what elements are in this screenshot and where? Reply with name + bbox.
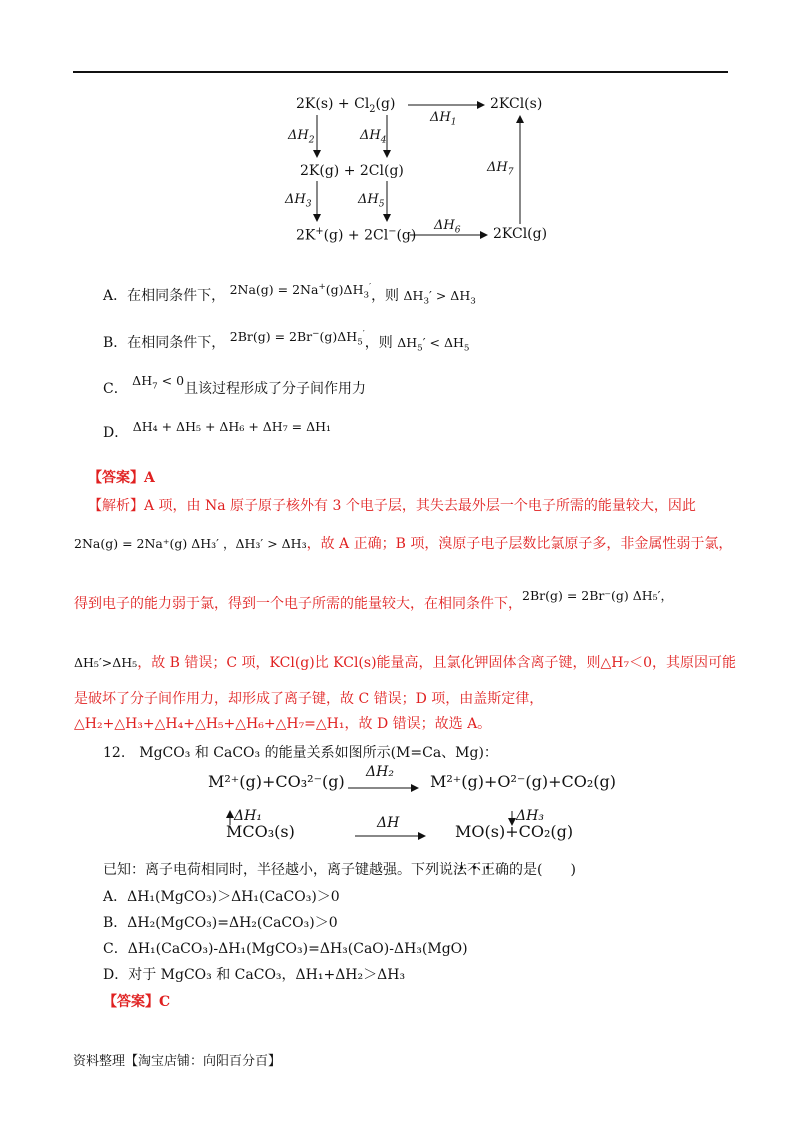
q12-bottom-left: MCO₃(s) xyxy=(226,822,295,841)
option-d: D． ΔH₄ + ΔH₅ + ΔH₆ + ΔH₇ = ΔH₁ xyxy=(103,419,332,441)
option-c: C． $\Delta H_7 < 0$且该过程形成了分子间作用力 xyxy=(103,373,367,397)
row1-right: 2KCl(s) xyxy=(490,96,543,112)
q12-option-b: B．ΔH₂(MgCO₃)=ΔH₂(CaCO₃)＞0 xyxy=(103,915,338,931)
explanation-line-3: 得到电子的能力弱于氯，得到一个电子所需的能量较大，在相同条件下，2Br(g) = 2Br⁻(g) ΔH₅′， xyxy=(74,588,674,612)
q12-stem: 12. MgCO₃ 和 CaCO₃ 的能量关系如图所示(M=Ca、Mg)： xyxy=(103,745,498,761)
q12-dh-label: ΔH xyxy=(377,815,400,831)
q12-bottom-right: MO(s)+CO₂(g) xyxy=(455,822,574,841)
dh5-label: $\Delta H_5$ xyxy=(358,192,385,210)
row3-right: 2KCl(g) xyxy=(493,226,548,242)
dh3-label: $\Delta H_3$ xyxy=(285,192,312,210)
answer-11: 【答案】A xyxy=(88,470,155,486)
q12-dh1-label: ΔH₁ xyxy=(234,808,262,824)
explanation-line-4: ΔH₅′>ΔH₅，故 B 错误；C 项，KCl(g)比 KCl(s)能量高，且氯化钾固体含离子键，则△H₇＜0，其原因可能 xyxy=(74,655,737,671)
q12-top-right: M²⁺(g)+O²⁻(g)+CO₂(g) xyxy=(430,772,616,791)
option-b: B．在相同条件下， $2Br(g) = 2Br^-(g)\Delta H_5'$，则 $\Delta H_5' < \Delta H_5$ xyxy=(103,328,470,354)
q12-dh3-label: ΔH₃ xyxy=(516,808,544,824)
dh4-label: $\Delta H_4$ xyxy=(360,128,387,146)
q12-dh2-label: ΔH₂ xyxy=(366,764,394,780)
explanation-line-6: △H₂+△H₃+△H₄+△H₅+△H₆+△H₇=△H₁，故 D 错误；故选 A。 xyxy=(74,716,492,732)
q12-known: 已知：离子电荷相同时，半径越小，离子键越强。下列说法不正确的是( ) xyxy=(103,862,576,878)
dh2-label: $\Delta H_2$ xyxy=(288,128,315,146)
dh1-label: $\Delta H_1$ xyxy=(430,110,457,128)
q12-option-c: C．ΔH₁(CaCO₃)-ΔH₁(MgCO₃)=ΔH₃(CaO)-ΔH₃(MgO) xyxy=(103,941,468,957)
option-a: A．在相同条件下， $2Na(g) = 2Na^+(g)\Delta H_3'$，则 $\Delta H_3' > \Delta H_3$ xyxy=(103,281,476,307)
q12-top-left: M²⁺(g)+CO₃²⁻(g) xyxy=(208,772,345,791)
dh6-label: $\Delta H_6$ xyxy=(434,218,461,236)
answer-12: 【答案】C xyxy=(103,994,171,1010)
row1-left: $2K(s) + Cl_2(g)$ xyxy=(296,96,396,115)
footer-credit: 资料整理【淘宝店铺：向阳百分百】 xyxy=(73,1054,282,1069)
row3-left: 2K+(g) + 2Cl−(g) xyxy=(296,226,417,244)
q12-option-d: D．对于 MgCO₃ 和 CaCO₃，ΔH₁+ΔH₂＞ΔH₃ xyxy=(103,967,406,983)
row2: 2K(g) + 2Cl(g) xyxy=(300,163,404,179)
q12-option-a: A．ΔH₁(MgCO₃)＞ΔH₁(CaCO₃)＞0 xyxy=(103,889,340,905)
explanation-line-2: 2Na(g) = 2Na⁺(g) ΔH₃′ ，ΔH₃′ > ΔH₃，故 A 正确；B 项，溴原子电子层数比氯原子多，非金属性弱于氯， xyxy=(74,536,733,552)
explanation-line-5: 是破坏了分子间作用力，却形成了离子键，故 C 错误；D 项，由盖斯定律， xyxy=(74,691,544,707)
explanation-line-1: 【解析】A 项，由 Na 原子原子核外有 3 个电子层，其失去最外层一个电子所需的能量较大，因此 xyxy=(88,498,696,514)
dh7-label: $\Delta H_7$ xyxy=(487,160,514,178)
